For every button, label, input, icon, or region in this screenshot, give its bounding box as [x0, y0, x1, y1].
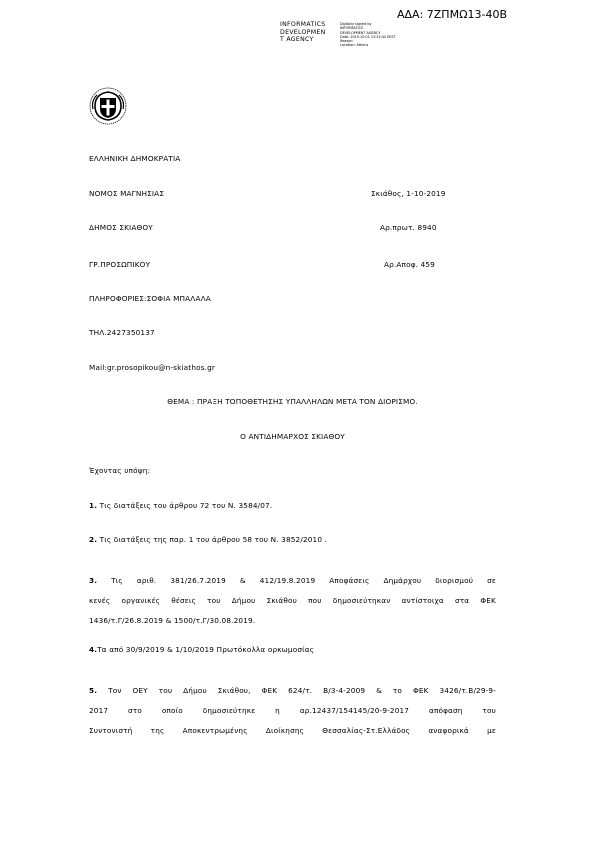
agency-line: INFORMATICS: [280, 21, 326, 28]
contact-phone: ΤΗΛ.2427350137: [89, 328, 155, 337]
list-item: [89, 535, 327, 544]
stamp-line: Location: Athens: [340, 43, 369, 48]
agency-line: DEVELOPMEN: [280, 28, 326, 36]
list-item: [89, 571, 496, 631]
stamp-line: DEVELOPMENT AGENCY: [340, 30, 381, 35]
item-text-line: 2017 στο οποίο δημοσιεύτηκε η αρ.12437/154145/20-9-2017 απόφαση του: [89, 706, 496, 715]
list-item: [89, 681, 496, 741]
item-text-line: Τις αριθ. 381/26.7.2019 & 412/19.8.2019 Αποφάσεις Δημάρχου διορισμού σε: [97, 576, 496, 585]
item-number: 3.: [89, 576, 98, 585]
list-item: [89, 645, 314, 654]
digital-signature-stamp: [340, 22, 396, 48]
item-number: 4.: [89, 645, 98, 654]
contact-info: ΠΛΗΡΟΦΟΡΙΕΣ:ΣΟΦΙΑ ΜΠΑΛΑΛΑ: [89, 294, 211, 303]
place-date: Σκιάθος, 1-10-2019: [371, 189, 446, 198]
item-number: 1.: [89, 501, 98, 510]
country-name: ΕΛΛΗΝΙΚΗ ΔΗΜΟΚΡΑΤΙΑ: [89, 154, 181, 163]
municipality-name: ΔΗΜΟΣ ΣΚΙΑΘΟΥ: [89, 223, 153, 232]
list-item: [89, 501, 272, 510]
greek-coat-of-arms-icon: [89, 87, 127, 125]
stamp-line: Reason:: [340, 39, 354, 44]
subject-line: ΘΕΜΑ : ΠΡΑΞΗ ΤΟΠΟΘΕΤΗΣΗΣ ΥΠΑΛΛΗΛΩΝ ΜΕΤΑ ΤΟΝ ΔΙΟΡΙΣΜΟ.: [167, 397, 418, 406]
ada-code: ΑΔΑ: 7ΖΠΜΩ13-40Β: [397, 8, 507, 21]
prefecture-name: ΝΟΜΟΣ ΜΑΓΝΗΣΙΑΣ: [89, 189, 165, 198]
item-number: 5.: [89, 686, 98, 695]
agency-line: T AGENCY: [280, 36, 314, 44]
item-text-line: Συντονιστή της Αποκεντρωμένης Διοίκησης Θεσσαλίας-Στ.Ελλάδος αναφορικά με: [89, 726, 496, 735]
stamp-line: Digitally signed by: [340, 22, 372, 26]
item-number: 2.: [89, 535, 98, 544]
stamp-line: Date: 2019.10.01 13:23:42 EEST: [340, 34, 396, 39]
item-text-line: 1436/τ.Γ/26.8.2019 & 1500/τ.Γ/30.08.2019.: [89, 616, 256, 625]
item-text: Τα από 30/9/2019 & 1/10/2019 Πρωτόκολλα ορκωμοσίας: [97, 645, 315, 654]
signature-agency-name: [280, 21, 326, 44]
item-text-line: Τον ΟΕΥ του Δήμου Σκιάθου, ΦΕΚ 624/τ. Β/3-4-2009 & το ΦΕΚ 3426/τ.Β/29-9-: [97, 686, 496, 695]
decision-number: Αρ.Αποφ. 459: [384, 260, 435, 269]
stamp-line: INFORMATICS: [340, 26, 364, 31]
department-name: ΓΡ.ΠΡΟΣΩΠΙΚΟΥ: [89, 260, 151, 269]
item-text: Τις διατάξεις του άρθρου 72 του Ν. 3584/07.: [97, 501, 273, 510]
protocol-number: Αρ.πρωτ. 8940: [380, 223, 437, 232]
contact-email: Mail:gr.prosopikou@n-skiathos.gr: [89, 363, 216, 372]
item-text-line: κενές οργανικές θέσεις του Δήμου Σκιάθου που δημοσιεύτηκαν αντίστοιχα στα ΦΕΚ: [89, 596, 496, 605]
considering-heading: Έχοντας υπόψη:: [89, 466, 151, 475]
issuer-title: Ο ΑΝΤΙΔΗΜΑΡΧΟΣ ΣΚΙΑΘΟΥ: [240, 432, 345, 441]
item-text: Τις διατάξεις της παρ. 1 του άρθρου 58 του Ν. 3852/2010 .: [97, 535, 328, 544]
